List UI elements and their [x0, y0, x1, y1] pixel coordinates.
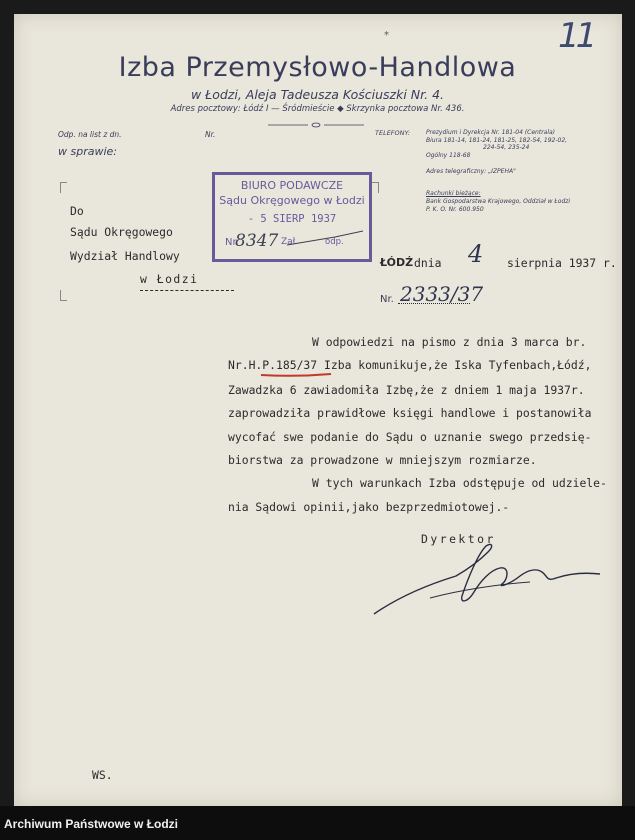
stamp-zal-label: Zał: [281, 237, 296, 247]
body-line: nia Sądowi opinii,jako bezprzedmiotowej.-: [228, 500, 510, 514]
stamp-date: - 5 SIERP 1937: [247, 213, 337, 225]
archive-name: Archiwum Państwowe w Łodzi: [4, 817, 179, 831]
asterisk-mark: *: [384, 30, 389, 41]
recipient-line-1: Sądu Okręgowego: [70, 225, 173, 239]
bank-accounts-label: Rachunki bieżące:: [426, 190, 481, 197]
recipient-do: Do: [70, 204, 84, 218]
signature-title: Dyrektor: [421, 532, 496, 546]
letterhead-name: Izba Przemysłowo-Handlowa: [118, 52, 517, 83]
archive-footer: [0, 806, 635, 840]
stamp-pen-strokes: [285, 227, 365, 253]
telephones-label: TELEFONY:: [375, 129, 411, 137]
date-dnia: dnia: [414, 256, 442, 270]
reference-nr-handwritten: 2333/37: [400, 282, 484, 306]
reference-nr-line: [398, 303, 470, 304]
body-line: W odpowiedzi na pismo z dnia 3 marca br.: [312, 335, 587, 349]
corner-mark: [60, 290, 67, 301]
recipient-underline: [140, 290, 234, 291]
red-underline: [260, 372, 332, 378]
subject-label: w sprawie:: [58, 145, 117, 158]
corner-mark: [60, 182, 67, 193]
stamp-odp-label: odp.: [325, 237, 344, 247]
recipient-line-2: Wydział Handlowy: [70, 249, 180, 263]
body-line: biorstwa za prowadzone w mniejszym rozmiarze.: [228, 453, 537, 467]
page-number: 11: [558, 16, 594, 56]
typist-initials: WS.: [92, 768, 113, 782]
telephone-line: 224-54, 235-24: [483, 144, 530, 152]
recipient-line-3: w Łodzi: [140, 272, 199, 286]
body-line: Nr.H.P.185/37 Izba komunikuje,że Iska Tyfenbach,Łódź,: [228, 358, 592, 372]
stamp-court: Sądu Okręgowego w Łodzi: [219, 194, 365, 207]
telephones-list: [426, 129, 567, 159]
telephone-line: Biura 181-14, 181-24, 181-25, 182-54, 192-02,: [426, 136, 568, 144]
corner-mark: [372, 182, 379, 193]
handwritten-signature: [370, 538, 610, 620]
body-line: Zawadzka 6 zawiadomiła Izbę,że z dniem 1 maja 1937r.: [228, 383, 585, 397]
body-line: wycofać swe podanie do Sądu o uznanie swego przedsię-: [228, 430, 592, 444]
telephone-line: Prezydium i Dyrekcja Nr. 181-04 (Centrala): [426, 129, 556, 136]
date-city: ŁÓDŹ: [380, 256, 414, 269]
body-line: zaprowadziła prawidłowe księgi handlowe i postanowiła: [228, 406, 592, 420]
bank-account-line: Bank Gospodarstwa Krajowego, Oddział w Łodzi: [426, 198, 571, 205]
reference-nr-label: Nr.: [380, 294, 394, 305]
reply-nr-label: Nr.: [205, 130, 216, 139]
body-line: W tych warunkach Izba odstępuje od udziele-: [312, 476, 607, 490]
bank-accounts: [426, 190, 570, 214]
stamp-nr-label: Nr.: [225, 237, 239, 248]
reply-to-label: Odp. na list z dn.: [58, 130, 122, 139]
date-month-year: sierpnia 1937 r.: [507, 256, 617, 270]
stamp-office: BIURO PODAWCZE: [240, 179, 344, 192]
telegraph-address: Adres telegraficzny: „IZPEHA": [426, 168, 516, 175]
date-day-handwritten: 4: [468, 240, 484, 268]
telephone-line: Ogólny 118-68: [426, 151, 471, 159]
stamp-handwritten-nr: 8347: [235, 231, 279, 251]
letterhead-postal: Adres pocztowy: Łódź I — Śródmieście ◆ Skrzynka pocztowa Nr. 436.: [170, 104, 465, 114]
letterhead-address: w Łodzi, Aleja Tadeusza Kościuszki Nr. 4.: [191, 87, 444, 102]
bank-account-line: P. K. O. Nr. 600.950: [426, 206, 484, 213]
receipt-stamp: [212, 172, 372, 262]
letterhead-divider: [268, 122, 364, 128]
